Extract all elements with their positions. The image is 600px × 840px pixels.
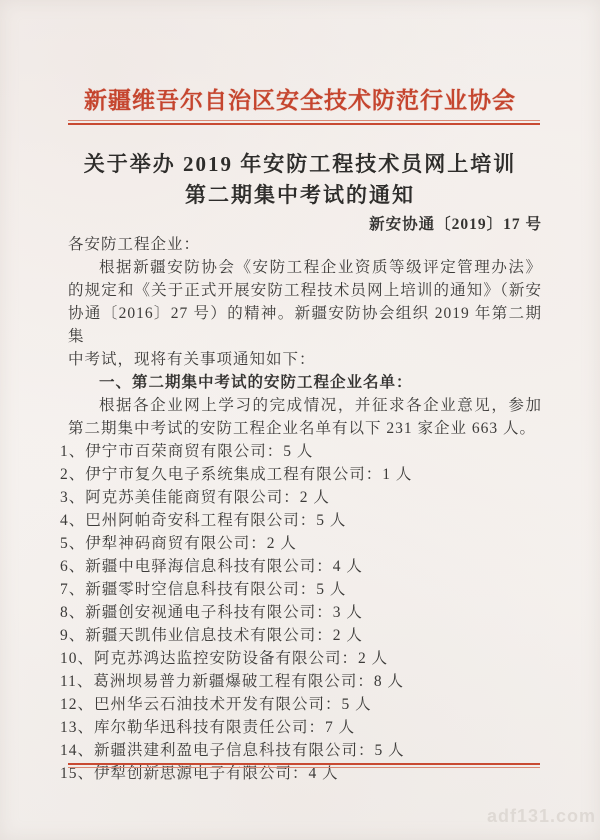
paragraph-line: 的规定和《关于正式开展安防工程技术员网上培训的通知》（新安 — [68, 282, 542, 299]
company-list-item: 5、伊犁神码商贸有限公司：2 人 — [60, 535, 297, 552]
paragraph-1 — [68, 256, 542, 371]
section-heading: 一、第二期集中考试的安防工程企业名单： — [99, 374, 413, 391]
company-list-item: 12、巴州华云石油技术开发有限公司：5 人 — [60, 696, 372, 713]
company-list — [60, 440, 542, 785]
paragraph-line: 根据新疆安防协会《安防工程企业资质等级评定管理办法》 — [99, 259, 542, 276]
company-list-item: 13、库尔勒华迅科技有限责任公司：7 人 — [60, 719, 356, 736]
notice-title-line2: 第二期集中考试的通知 — [185, 183, 415, 207]
paragraph-line: 协通〔2016〕27 号）的精神。新疆安防协会组织 2019 年第二期集 — [68, 305, 542, 345]
company-list-item: 4、巴州阿帕奇安科工程有限公司：5 人 — [60, 512, 347, 529]
notice-title — [0, 149, 600, 211]
company-list-item: 3、阿克苏美佳能商贸有限公司：2 人 — [60, 489, 330, 506]
paragraph-line: 根据各企业网上学习的完成情况，并征求各企业意见，参加 — [99, 397, 542, 414]
paragraph-line: 第二期集中考试的安防工程企业名单有以下 231 家企业 663 人。 — [68, 420, 537, 437]
paragraph-line: 中考试，现将有关事项通知如下： — [68, 351, 316, 368]
footer-divider — [68, 763, 540, 768]
company-list-item: 1、伊宁市百荣商贸有限公司：5 人 — [60, 443, 314, 460]
letterhead-org-name: 新疆维吾尔自治区安全技术防范行业协会 — [84, 88, 516, 113]
company-list-item: 14、新疆洪建利盈电子信息科技有限公司：5 人 — [60, 742, 405, 759]
company-list-item: 8、新疆创安视通电子科技有限公司：3 人 — [60, 604, 363, 621]
company-list-item: 2、伊宁市复久电子系统集成工程有限公司：1 人 — [60, 466, 413, 483]
company-list-item: 15、伊犁创新思源电子有限公司：4 人 — [60, 765, 339, 782]
doc-number: 新安协通〔2019〕17 号 — [369, 216, 542, 233]
salutation: 各安防工程企业： — [68, 236, 201, 253]
company-list-item: 7、新疆零时空信息科技有限公司：5 人 — [60, 581, 347, 598]
watermark: adf131.com — [486, 806, 596, 826]
company-list-item: 11、葛洲坝易普力新疆爆破工程有限公司：8 人 — [60, 673, 405, 690]
paragraph-2 — [68, 394, 542, 440]
company-list-item: 9、新疆天凯伟业信息技术有限公司：2 人 — [60, 627, 363, 644]
notice-body — [60, 233, 542, 785]
letterhead-divider — [68, 120, 540, 125]
notice-title-line1: 关于举办 2019 年安防工程技术员网上培训 — [83, 152, 517, 176]
company-list-item: 10、阿克苏鸿达监控安防设备有限公司：2 人 — [60, 650, 389, 667]
company-list-item: 6、新疆中电驿海信息科技有限公司：4 人 — [60, 558, 363, 575]
